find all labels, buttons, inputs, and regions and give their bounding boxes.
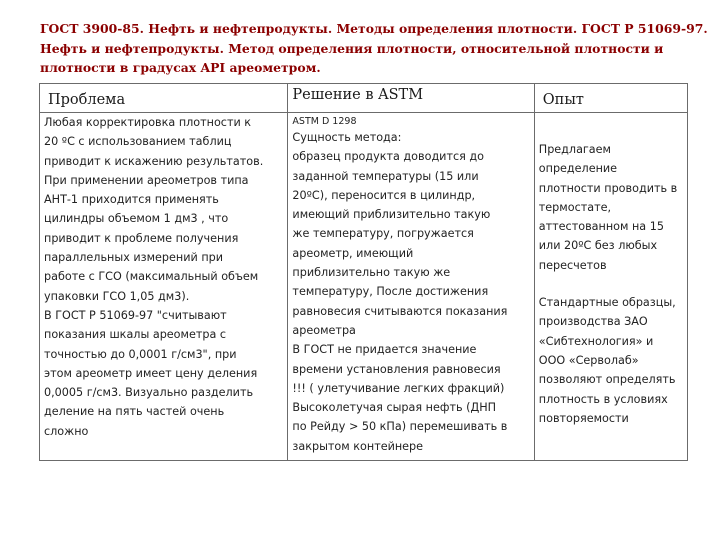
problem-line: параллельных измерений при xyxy=(44,251,224,265)
title-line: Нефть и нефтепродукты. Метод определения плотности, относительной плотности и xyxy=(40,40,664,56)
astm-reference: ASTM D 1298 xyxy=(292,116,357,127)
experience-line: позволяют определять xyxy=(538,373,676,387)
problem-line: сложно xyxy=(44,424,89,438)
solution-line: же температуру, погружается xyxy=(292,227,474,241)
problem-line: работе с ГСО (максимальный объем xyxy=(44,270,259,284)
header-experience: Опыт xyxy=(534,84,687,113)
problem-line: этом ареометр имеет цену деления xyxy=(44,366,258,380)
header-problem: Проблема xyxy=(40,84,288,113)
solution-text xyxy=(292,128,529,456)
solution-line: образец продукта доводится до xyxy=(292,150,484,164)
solution-line: равновесия считываются показания xyxy=(292,304,508,318)
title-line: ГОСТ 3900-85. Нефть и нефтепродукты. Методы определения плотности. ГОСТ Р 51069-97. xyxy=(40,21,708,36)
slide-title xyxy=(40,19,708,78)
solution-line: Высоколетучая сырая нефть (ДНП xyxy=(292,401,497,415)
header-solution: Решение в ASTM xyxy=(288,84,534,113)
solution-line: по Рейду > 50 кПа) перемешивать в xyxy=(292,420,508,434)
problem-cell xyxy=(40,113,288,461)
experience-line: Стандартные образцы, xyxy=(538,296,676,310)
experience-line: пересчетов xyxy=(538,258,607,272)
problem-line: показания шкалы ареометра с xyxy=(44,328,227,342)
problem-line: В ГОСТ Р 51069-97 "считывают xyxy=(44,308,227,322)
solution-line: Сущность метода: xyxy=(292,131,402,144)
problem-line: Любая корректировка плотности к xyxy=(44,116,252,129)
experience-line: производства ЗАО xyxy=(538,315,648,329)
experience-text-1 xyxy=(539,140,683,275)
solution-line: 20ºС), переносится в цилиндр, xyxy=(292,188,476,202)
experience-line: ООО «Серволаб» xyxy=(538,353,639,367)
experience-cell xyxy=(534,113,687,461)
solution-line: !!! ( улетучивание легких фракций) xyxy=(292,381,505,395)
problem-line: цилиндры объемом 1 дм3 , что xyxy=(44,212,229,226)
solution-line: приблизительно такую же xyxy=(292,266,451,280)
table-header-row xyxy=(40,84,688,113)
problem-line: 0,0005 г/см3. Визуально разделить xyxy=(44,386,254,400)
solution-line: ареометра xyxy=(292,323,356,337)
solution-line: В ГОСТ не придается значение xyxy=(292,343,477,357)
experience-line: термостате, xyxy=(538,200,612,214)
solution-cell xyxy=(288,113,534,461)
solution-line: имеющий приблизительно такую xyxy=(292,208,491,222)
experience-line: Предлагаем xyxy=(538,143,611,156)
problem-line: При применении ареометров типа xyxy=(44,173,249,187)
table-body-row xyxy=(40,113,688,461)
solution-line: заданной температуры (15 или xyxy=(292,169,479,183)
problem-line: приводит к искажению результатов. xyxy=(44,154,264,168)
experience-text-2 xyxy=(539,293,683,428)
problem-line: приводит к проблеме получения xyxy=(44,231,239,245)
solution-line: закрытом контейнере xyxy=(292,439,424,453)
problem-line: точностью до 0,0001 г/см3", при xyxy=(44,347,237,361)
experience-line: аттестованном на 15 xyxy=(538,220,664,234)
experience-line: определение xyxy=(538,162,618,176)
experience-line: или 20ºС без любых xyxy=(538,239,658,253)
experience-line: «Сибтехнология» и xyxy=(538,334,654,348)
solution-line: ареометр, имеющий xyxy=(292,246,414,260)
problem-text xyxy=(44,113,283,441)
problem-line: деление на пять частей очень xyxy=(44,405,225,419)
comparison-table xyxy=(39,83,688,461)
problem-line: АНТ-1 приходится применять xyxy=(44,193,219,207)
experience-line: плотность в условиях xyxy=(538,392,668,406)
experience-line: плотности проводить в xyxy=(538,181,678,195)
title-line: плотности в градусах API ареометром. xyxy=(40,60,321,75)
problem-line: 20 ºС с использованием таблиц xyxy=(44,135,232,149)
solution-line: времени установления равновесия xyxy=(292,362,501,376)
problem-line: упаковки ГСО 1,05 дм3). xyxy=(44,289,190,303)
experience-line: повторяемости xyxy=(538,411,629,425)
solution-line: температуру, После достижения xyxy=(292,285,489,299)
